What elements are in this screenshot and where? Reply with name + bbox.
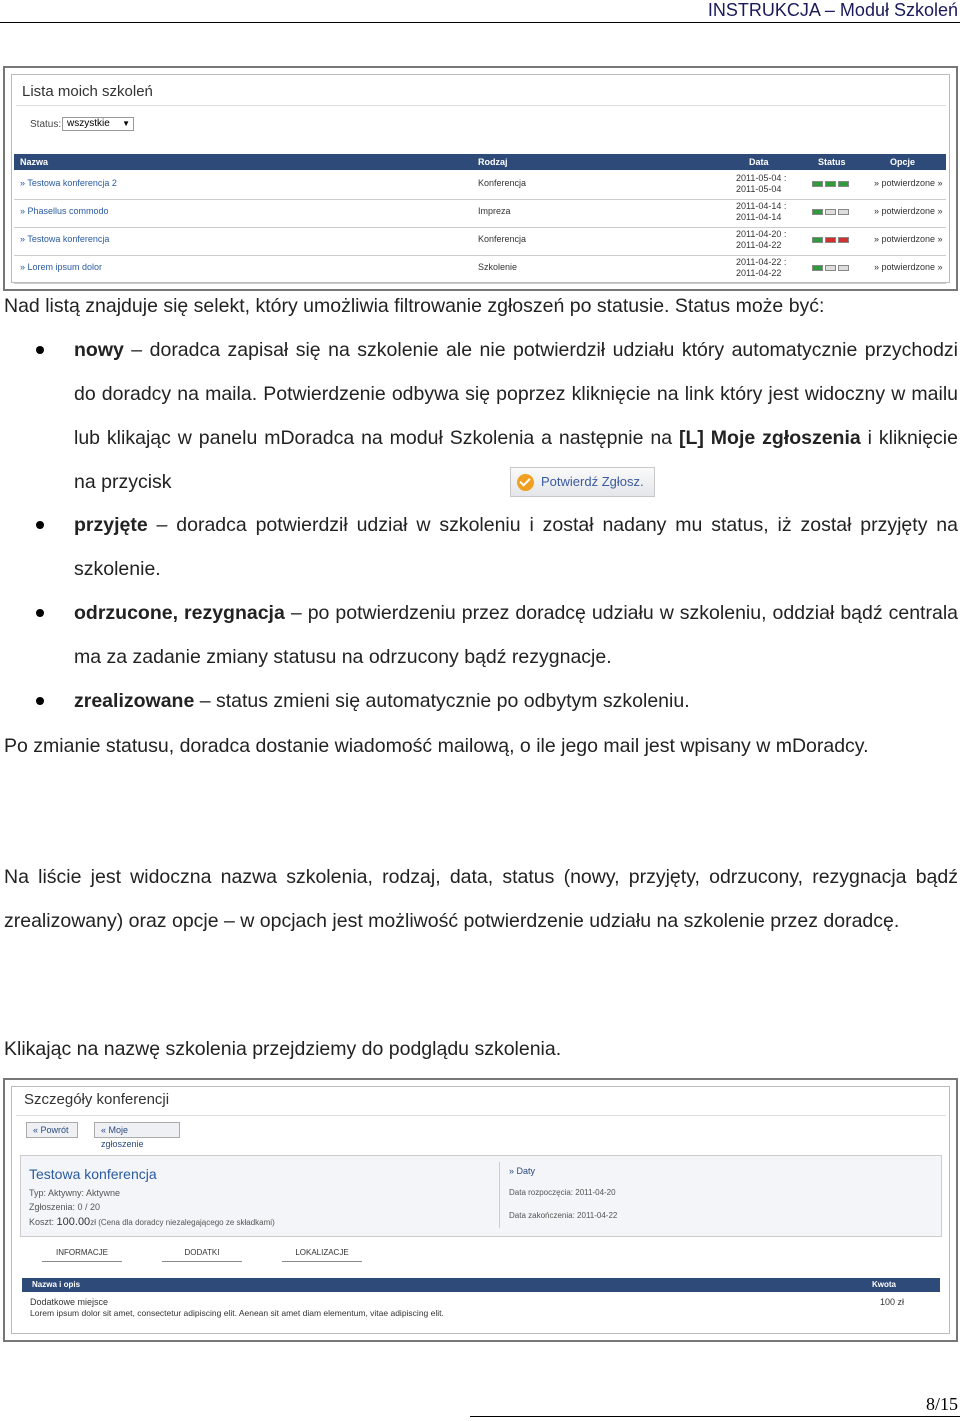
status-indicator [812, 265, 823, 271]
bullet-zrealizowane-term: zrealizowane [74, 690, 195, 712]
status-indicator [825, 265, 836, 271]
dates-title: » Daty [509, 1166, 536, 1176]
check-icon [517, 474, 534, 491]
bullet-nowy-link: [L] Moje zgłoszenia [678, 427, 861, 449]
training-date-end: 2011-04-22 [736, 240, 782, 250]
status-indicator [825, 209, 836, 215]
bullet-nowy-term: nowy [74, 339, 124, 361]
page-number: 8/15 [925, 1394, 958, 1414]
date-end: Data zakończenia: 2011-04-22 [509, 1211, 618, 1220]
list-title-underline [16, 105, 946, 106]
status-indicator [812, 181, 823, 187]
conference-cost-value: 100.00 [56, 1216, 91, 1228]
col-header-date: Data [749, 157, 769, 167]
status-indicator [812, 237, 823, 243]
conference-cost [29, 1216, 275, 1228]
col-header-options: Opcje [890, 157, 916, 167]
status-filter-select[interactable] [62, 117, 134, 131]
conference-registrations: Zgłoszenia: 0 / 20 [29, 1202, 101, 1212]
table-row [14, 255, 946, 284]
status-filter-value: wszystkie [67, 118, 110, 129]
status-indicator [825, 181, 836, 187]
extra-name: Dodatkowe miejsce [30, 1297, 109, 1307]
training-date-start: 2011-04-20 : [736, 229, 787, 239]
paragraph-click-name: Klikając na nazwę szkolenia przejdziemy do podglądu szkolenia. [4, 1038, 562, 1060]
screenshot-conference-details [3, 1078, 958, 1342]
training-date-end: 2011-05-04 [736, 184, 782, 194]
col-header-name: Nazwa [20, 157, 49, 167]
screenshot-training-list [3, 66, 958, 291]
conference-title[interactable]: Testowa konferencja [29, 1166, 157, 1182]
status-indicator [812, 209, 823, 215]
bullet-nowy-text2: i kliknięcie na przycisk [74, 427, 958, 493]
training-type: Konferencja [478, 178, 527, 188]
status-filter-label: Status: [30, 119, 62, 130]
training-type: Impreza [478, 206, 511, 216]
status-indicator [838, 181, 849, 187]
status-indicator [838, 265, 849, 271]
bullet-zrealizowane [74, 679, 958, 723]
training-date-start: 2011-05-04 : [736, 173, 787, 183]
tab-informacje[interactable]: INFORMACJE [42, 1247, 122, 1262]
footer-line [470, 1416, 960, 1417]
intro-paragraph: Nad listą znajduje się selekt, który umożliwia filtrowanie zgłoszeń po statusie. Status może być: [4, 295, 825, 317]
bullet-zrealizowane-text: – status zmieni się automatycznie po odbytym szkoleniu. [194, 690, 690, 712]
col-header-amount: Kwota [872, 1280, 896, 1289]
bullet-dot [36, 697, 44, 705]
date-start: Data rozpoczęcia: 2011-04-20 [509, 1188, 616, 1197]
option-link[interactable]: » potwierdzone » [874, 234, 943, 244]
bullet-dot [36, 346, 44, 354]
extras-table-header [22, 1278, 940, 1292]
training-date-end: 2011-04-22 [736, 268, 782, 278]
bullet-dot [36, 609, 44, 617]
tab-dodatki[interactable]: DODATKI [162, 1247, 242, 1262]
bullet-odrzucone-term: odrzucone, rezygnacja [74, 602, 285, 624]
paragraph-status-change: Po zmianie statusu, doradca dostanie wiadomość mailową, o ile jego mail jest wpisany w mDoradcy. [4, 735, 869, 757]
list-title: Lista moich szkoleń [22, 83, 153, 100]
col-header-status: Status [818, 157, 846, 167]
table-row [14, 227, 946, 256]
bullet-przyjete-text: – doradca potwierdził udział w szkoleniu i został nadany mu status, iż został przyjęty na szkolenie. [74, 514, 958, 580]
option-link[interactable]: » potwierdzone » [874, 178, 943, 188]
status-indicator [838, 209, 849, 215]
col-header-name-desc: Nazwa i opis [32, 1280, 81, 1289]
training-type: Szkolenie [478, 262, 518, 272]
conference-type: Typ: Aktywny: Aktywne [29, 1188, 121, 1198]
option-link[interactable]: » potwierdzone » [874, 262, 943, 272]
page-header [0, 0, 960, 23]
chevron-down-icon: ▼ [122, 119, 130, 128]
training-type: Konferencja [478, 234, 527, 244]
paragraph-list-description: Na liście jest widoczna nazwa szkolenia, rodzaj, data, status (nowy, przyjęty, odrzucony, rezygnacja bądź zrealizowany) oraz opcje – w opcjach jest możliwość potwierdzenie udziału na szkolenie przez doradcę. [4, 866, 958, 932]
bullet-nowy-text: – doradca zapisał się na szkolenie ale nie potwierdził udziału który automatycznie przychodzi do doradcy na maila. Potwierdzenie odbywa się poprzez kliknięcie na link który jest widoczny w mailu lub klikając w panelu mDoradca na moduł Szkolenia a następnie na [74, 339, 958, 449]
dates-divider [499, 1162, 500, 1228]
conference-cost-label: Koszt: [29, 1217, 55, 1227]
table-row [14, 171, 946, 200]
training-name-link[interactable]: » Testowa konferencja [20, 234, 110, 244]
status-indicator [825, 237, 836, 243]
conference-info-box [20, 1155, 942, 1237]
training-name-link[interactable]: » Testowa konferencja 2 [20, 178, 117, 188]
back-button[interactable]: « Powrót [26, 1122, 78, 1138]
status-indicator [838, 237, 849, 243]
bullet-odrzucone-text: – po potwierdzeniu przez doradcę udziału w szkoleniu, oddział bądź centrala ma za zadanie zmiany statusu na odrzucony bądź rezygnacje. [74, 602, 958, 668]
bullet-dot [36, 521, 44, 529]
training-name-link[interactable]: » Lorem ipsum dolor [20, 262, 103, 272]
training-date-end: 2011-04-14 [736, 212, 782, 222]
my-registration-button[interactable]: « Moje zgłoszenie [94, 1122, 180, 1138]
screenshot-training-list-panel [11, 74, 950, 283]
details-title-underline [16, 1115, 946, 1116]
tab-lokalizacje[interactable]: LOKALIZACJE [282, 1247, 362, 1262]
confirm-registration-button[interactable] [510, 467, 655, 497]
screenshot-conference-panel [11, 1086, 950, 1334]
training-date-start: 2011-04-22 : [736, 257, 787, 267]
list-table-header [14, 154, 946, 170]
option-link[interactable]: » potwierdzone » [874, 206, 943, 216]
bullet-przyjete-term: przyjęte [74, 514, 148, 536]
bullet-przyjete [74, 503, 958, 591]
confirm-registration-label: Potwierdź Zgłosz. [541, 474, 644, 489]
table-row [14, 199, 946, 228]
extra-amount: 100 zł [880, 1297, 905, 1307]
conference-cost-note: zł (Cena dla doradcy niezalegającego ze składkami) [90, 1218, 275, 1227]
bullet-odrzucone [74, 591, 958, 679]
details-title: Szczegóły konferencji [24, 1091, 170, 1108]
page-header-title: INSTRUKCJA – Moduł Szkoleń [707, 0, 958, 20]
col-header-type: Rodzaj [478, 157, 508, 167]
training-date-start: 2011-04-14 : [736, 201, 787, 211]
training-name-link[interactable]: » Phasellus commodo [20, 206, 109, 216]
extra-description: Lorem ipsum dolor sit amet, consectetur adipiscing elit. Aenean sit amet diam elementum, vitae adipiscing elit. [30, 1308, 444, 1318]
